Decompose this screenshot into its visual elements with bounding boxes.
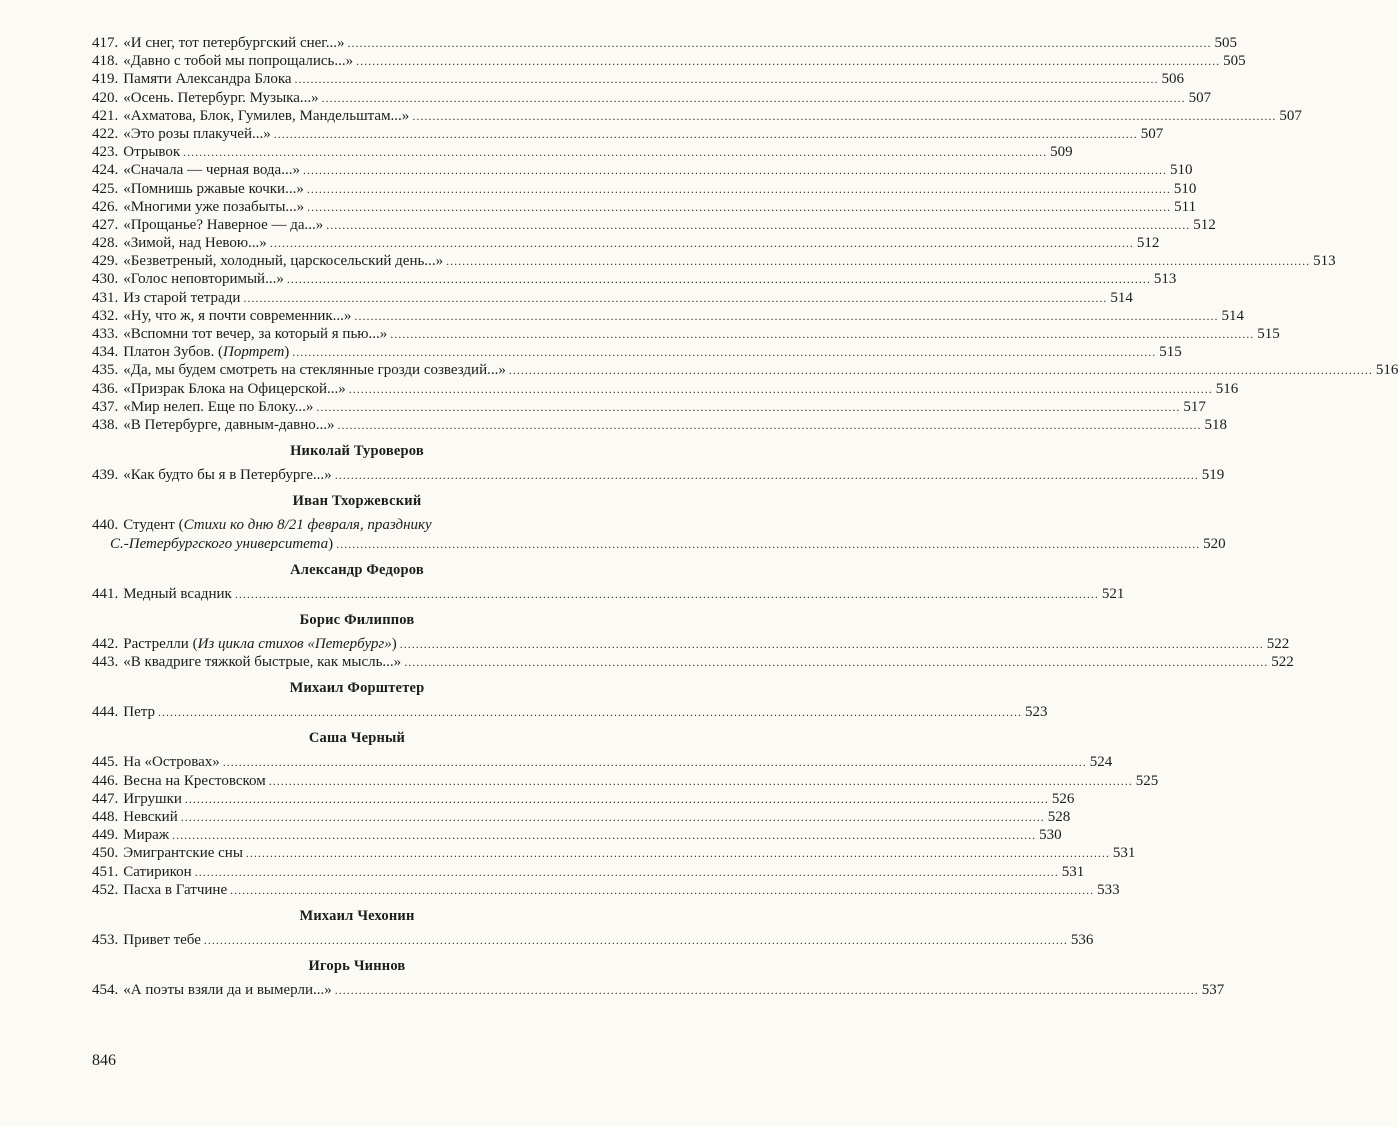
entry-page: 513 bbox=[1153, 271, 1177, 288]
entry-title bbox=[123, 881, 227, 899]
entry-page: 512 bbox=[1193, 216, 1216, 233]
toc-entry bbox=[92, 143, 1073, 161]
entry-number: 433. bbox=[92, 326, 119, 342]
dot-leader bbox=[158, 703, 1022, 721]
entry-number: 447. bbox=[92, 790, 119, 807]
dot-leader bbox=[335, 466, 1199, 484]
entry-number: 418. bbox=[92, 53, 119, 70]
entry-number: 425. bbox=[92, 180, 119, 197]
dot-leader bbox=[292, 343, 1156, 361]
entry-page: 507 bbox=[1279, 107, 1302, 124]
toc-entry-line bbox=[92, 535, 1226, 553]
entry-title bbox=[123, 790, 182, 808]
entry-title-text: «Многими уже позабыты...» bbox=[123, 198, 305, 215]
dot-leader bbox=[307, 198, 1171, 216]
dot-leader bbox=[412, 107, 1276, 125]
entry-title-text: Весна на Крестовском bbox=[123, 772, 266, 789]
entry-title bbox=[123, 416, 334, 434]
entry-title bbox=[123, 772, 266, 790]
author-heading: Николай Туроверов bbox=[290, 443, 424, 460]
entry-number: 430. bbox=[92, 271, 119, 288]
entry-title-text: «В квадриге тяжкой быстрые, как мысль...» bbox=[123, 654, 402, 671]
toc-entry bbox=[92, 270, 1177, 288]
entry-page: 505 bbox=[1223, 53, 1246, 70]
entry-title-text: «Голос неповторимый...» bbox=[123, 271, 284, 288]
entry-page: 522 bbox=[1271, 654, 1294, 671]
toc-entry bbox=[92, 881, 1120, 899]
entry-number: 434. bbox=[92, 344, 119, 361]
toc-entry bbox=[92, 361, 1398, 379]
entry-title bbox=[123, 125, 271, 143]
dot-leader bbox=[274, 125, 1138, 143]
toc-entry bbox=[92, 198, 1197, 216]
toc-entry bbox=[92, 380, 1239, 398]
entry-title-text: Студент bbox=[123, 517, 175, 534]
page-number: 846 bbox=[92, 1052, 116, 1069]
entry-number: 438. bbox=[92, 416, 119, 433]
entry-title-text: Пасха в Гатчине bbox=[123, 881, 228, 898]
entry-page: 525 bbox=[1135, 772, 1159, 789]
dot-leader bbox=[400, 635, 1264, 653]
dot-leader bbox=[243, 289, 1107, 307]
dot-leader bbox=[335, 981, 1199, 999]
entry-page: 515 bbox=[1257, 326, 1280, 342]
entry-page: 523 bbox=[1024, 704, 1048, 721]
dot-leader bbox=[336, 535, 1200, 553]
toc-entry bbox=[92, 89, 1212, 107]
entry-page: 520 bbox=[1203, 535, 1226, 552]
toc-entry bbox=[92, 863, 1085, 881]
entry-title bbox=[123, 107, 409, 125]
entry-title bbox=[123, 161, 300, 179]
entry-title-text: «Сначала — черная вода...» bbox=[123, 162, 300, 179]
entry-title bbox=[123, 380, 346, 398]
entry-page: 516 bbox=[1215, 380, 1239, 397]
entry-page: 511 bbox=[1174, 198, 1197, 215]
entry-number: 431. bbox=[92, 289, 119, 306]
dot-leader bbox=[356, 52, 1220, 70]
table-of-contents bbox=[92, 34, 1398, 999]
entry-number: 432. bbox=[92, 307, 119, 324]
author-heading: Михаил Чехонин bbox=[299, 907, 415, 924]
entry-page: 515 bbox=[1159, 344, 1182, 361]
toc-entry bbox=[92, 343, 1182, 361]
toc-entry bbox=[92, 808, 1071, 826]
toc-entry bbox=[92, 653, 1294, 671]
toc-entry bbox=[92, 252, 1336, 270]
entry-number: 427. bbox=[92, 216, 119, 233]
toc-entry bbox=[92, 34, 1238, 52]
toc-entry-line bbox=[92, 516, 622, 534]
entry-title bbox=[123, 234, 267, 252]
entry-number: 452. bbox=[92, 881, 119, 898]
entry-page: 507 bbox=[1140, 125, 1164, 142]
entry-number: 423. bbox=[92, 144, 119, 161]
entry-number: 439. bbox=[92, 467, 119, 484]
entry-title-text: «Вспомни тот вечер, за который я пью...» bbox=[123, 326, 388, 342]
entry-number: 446. bbox=[92, 772, 119, 789]
entry-number: 449. bbox=[92, 827, 119, 844]
entry-title bbox=[123, 307, 351, 325]
entry-title-text: «И снег, тот петербургский снег...» bbox=[123, 35, 345, 51]
entry-number: 424. bbox=[92, 162, 119, 179]
entry-page: 506 bbox=[1161, 71, 1185, 88]
entry-title-text: Петр bbox=[123, 704, 155, 721]
entry-title bbox=[123, 252, 443, 270]
entry-title-text: «Призрак Блока на Офицерской...» bbox=[123, 380, 346, 397]
entry-title bbox=[123, 289, 240, 307]
entry-number: 421. bbox=[92, 107, 119, 124]
entry-number: 443. bbox=[92, 654, 119, 671]
entry-subtitle: Портрет bbox=[223, 344, 285, 361]
dot-leader bbox=[183, 143, 1047, 161]
entry-number: 454. bbox=[92, 982, 119, 999]
dot-leader bbox=[446, 252, 1310, 270]
entry-title-text: Из старой тетради bbox=[123, 289, 241, 306]
entry-title-text: «Мир нелеп. Еще по Блоку...» bbox=[123, 398, 314, 415]
entry-page: 516 bbox=[1375, 362, 1398, 379]
entry-page: 510 bbox=[1173, 180, 1197, 197]
entry-number: 417. bbox=[92, 35, 119, 51]
toc-entry bbox=[92, 585, 1125, 603]
entry-title: Растрелли (Из цикла стихов «Петербург») bbox=[123, 635, 397, 652]
entry-page: 528 bbox=[1047, 809, 1071, 826]
dot-leader bbox=[509, 361, 1373, 379]
toc-entry bbox=[92, 753, 1113, 771]
entry-title: Платон Зубов. (Портрет) bbox=[123, 344, 290, 361]
entry-title bbox=[123, 52, 353, 70]
entry-title bbox=[123, 753, 220, 771]
dot-leader bbox=[326, 216, 1190, 234]
dot-leader bbox=[287, 270, 1151, 288]
entry-title bbox=[123, 180, 304, 198]
entry-page: 517 bbox=[1183, 398, 1206, 415]
entry-page: 533 bbox=[1097, 881, 1120, 898]
dot-leader bbox=[322, 89, 1186, 107]
entry-title-text: «А поэты взяли да и вымерли...» bbox=[123, 982, 332, 999]
dot-leader bbox=[307, 180, 1171, 198]
toc-entry bbox=[92, 289, 1133, 307]
entry-title bbox=[123, 270, 284, 288]
entry-subtitle: Из цикла стихов «Петербург» bbox=[197, 635, 392, 652]
dot-leader bbox=[230, 881, 1094, 899]
toc-entry bbox=[92, 70, 1185, 88]
entry-number: 444. bbox=[92, 704, 119, 721]
toc-entry bbox=[92, 52, 1246, 70]
dot-leader bbox=[349, 380, 1213, 398]
dot-leader bbox=[316, 398, 1180, 416]
entry-subtitle: С.-Петербургского университета bbox=[110, 535, 329, 552]
entry-title-text: Растрелли bbox=[123, 635, 189, 652]
author-heading: Александр Федоров bbox=[290, 561, 424, 578]
entry-page: 512 bbox=[1136, 235, 1160, 252]
entry-title-text: «Безветреный, холодный, царскосельский день...» bbox=[123, 253, 444, 270]
dot-leader bbox=[390, 325, 1254, 343]
dot-leader bbox=[354, 307, 1218, 325]
entry-title-text: На «Островах» bbox=[123, 754, 220, 771]
toc-entry bbox=[92, 790, 1075, 808]
entry-title bbox=[123, 361, 506, 379]
entry-title-text: «Помнишь ржавые кочки...» bbox=[123, 180, 304, 197]
entry-number: 448. bbox=[92, 809, 119, 826]
entry-title bbox=[123, 585, 232, 603]
entry-title bbox=[123, 981, 331, 999]
entry-title-text: Мираж bbox=[123, 827, 170, 844]
entry-title: С.-Петербургского университета) bbox=[110, 535, 334, 552]
dot-leader bbox=[303, 161, 1167, 179]
toc-entry bbox=[92, 161, 1193, 179]
entry-title bbox=[123, 70, 291, 88]
dot-leader bbox=[295, 70, 1159, 88]
dot-leader bbox=[338, 416, 1202, 434]
entry-page: 507 bbox=[1188, 89, 1212, 106]
entry-title bbox=[123, 398, 313, 416]
entry-title bbox=[123, 325, 387, 343]
entry-page: 505 bbox=[1214, 35, 1238, 51]
entry-title-text: Невский bbox=[123, 809, 178, 826]
toc-entry bbox=[92, 635, 1290, 653]
entry-title bbox=[123, 808, 178, 826]
entry-number: 420. bbox=[92, 89, 119, 106]
entry-title-text: «Осень. Петербург. Музыка...» bbox=[123, 89, 319, 106]
entry-page: 518 bbox=[1204, 416, 1227, 433]
toc-entry bbox=[92, 180, 1197, 198]
entry-number: 436. bbox=[92, 380, 119, 397]
entry-number: 451. bbox=[92, 863, 119, 880]
entry-title-text: Сатирикон bbox=[123, 863, 192, 880]
entry-title bbox=[123, 143, 180, 161]
entry-title-text: Платон Зубов. bbox=[123, 344, 215, 361]
entry-page: 514 bbox=[1110, 289, 1133, 306]
entry-page: 530 bbox=[1039, 827, 1062, 844]
entry-page: 514 bbox=[1221, 307, 1244, 324]
entry-title bbox=[123, 653, 401, 671]
toc-entry bbox=[92, 234, 1160, 252]
entry-title bbox=[123, 826, 169, 844]
entry-number: 453. bbox=[92, 931, 119, 948]
dot-leader bbox=[269, 772, 1133, 790]
entry-page: 526 bbox=[1051, 790, 1075, 807]
toc-entry bbox=[92, 466, 1225, 484]
dot-leader bbox=[404, 653, 1268, 671]
toc-entry bbox=[92, 931, 1094, 949]
entry-number: 419. bbox=[92, 71, 119, 88]
dot-leader bbox=[181, 808, 1045, 826]
entry-page: 536 bbox=[1070, 931, 1094, 948]
entry-page: 509 bbox=[1050, 144, 1073, 161]
entry-title bbox=[123, 89, 318, 107]
entry-number: 450. bbox=[92, 845, 119, 862]
entry-title bbox=[123, 216, 323, 234]
toc-entry bbox=[92, 125, 1164, 143]
author-heading: Михаил Форштетер bbox=[289, 680, 425, 697]
dot-leader bbox=[223, 753, 1087, 771]
entry-title-text: «Зимой, над Невою...» bbox=[123, 235, 267, 252]
dot-leader bbox=[348, 34, 1212, 52]
entry-number: 422. bbox=[92, 125, 119, 142]
author-heading: Саша Черный bbox=[308, 730, 406, 747]
entry-number: 428. bbox=[92, 235, 119, 252]
entry-title-text: «Давно с тобой мы попрощались...» bbox=[123, 53, 354, 70]
entry-page: 524 bbox=[1089, 754, 1113, 771]
dot-leader bbox=[204, 931, 1068, 949]
toc-entry bbox=[92, 325, 1280, 343]
toc-entry bbox=[92, 398, 1206, 416]
toc-entry bbox=[92, 703, 1048, 721]
entry-number: 426. bbox=[92, 198, 119, 215]
toc-entry bbox=[92, 826, 1062, 844]
entry-number: 442. bbox=[92, 635, 119, 652]
entry-title bbox=[123, 863, 191, 881]
entry-title-text: Эмигрантские сны bbox=[123, 845, 243, 862]
entry-number: 440. bbox=[92, 517, 119, 534]
entry-title-text: Памяти Александра Блока bbox=[123, 71, 292, 88]
entry-page: 513 bbox=[1313, 253, 1336, 270]
entry-title bbox=[123, 34, 344, 52]
entry-title bbox=[123, 466, 331, 484]
entry-title bbox=[123, 198, 304, 216]
entry-title-text: «Ахматова, Блок, Гумилев, Мандельштам...» bbox=[123, 107, 410, 124]
entry-title-text: Игрушки bbox=[123, 790, 182, 807]
toc-entry bbox=[92, 107, 1302, 125]
author-heading: Борис Филиппов bbox=[299, 611, 415, 628]
entry-page: 531 bbox=[1061, 863, 1085, 880]
entry-title bbox=[123, 844, 243, 862]
entry-page: 537 bbox=[1201, 982, 1225, 999]
entry-number: 445. bbox=[92, 754, 119, 771]
dot-leader bbox=[235, 585, 1099, 603]
dot-leader bbox=[172, 826, 1036, 844]
toc-entry bbox=[92, 307, 1244, 325]
toc-entry bbox=[92, 516, 1226, 552]
dot-leader bbox=[195, 863, 1059, 881]
entry-title-text: «Как будто бы я в Петербурге...» bbox=[123, 467, 332, 484]
entry-title: Студент (Стихи ко дню 8/21 февраля, празднику bbox=[123, 517, 432, 534]
dot-leader bbox=[185, 790, 1049, 808]
entry-number: 441. bbox=[92, 585, 119, 602]
entry-number: 435. bbox=[92, 362, 119, 379]
entry-subtitle: Стихи ко дню 8/21 февраля, празднику bbox=[183, 517, 432, 534]
entry-title-text: Отрывок bbox=[123, 144, 181, 161]
entry-title-text: Привет тебе bbox=[123, 931, 201, 948]
toc-entry bbox=[92, 844, 1136, 862]
toc-entry bbox=[92, 216, 1216, 234]
entry-page: 510 bbox=[1169, 162, 1193, 179]
entry-number: 429. bbox=[92, 253, 119, 270]
entry-title-text: Медный всадник bbox=[123, 585, 232, 602]
entry-page: 521 bbox=[1101, 585, 1125, 602]
entry-page: 519 bbox=[1201, 467, 1225, 484]
entry-page: 531 bbox=[1112, 845, 1136, 862]
toc-entry bbox=[92, 772, 1159, 790]
entry-title-text: «Да, мы будем смотреть на стеклянные грозди созвездий...» bbox=[123, 362, 506, 379]
dot-leader bbox=[246, 844, 1110, 862]
entry-title-text: «Это розы плакучей...» bbox=[123, 125, 271, 142]
entry-page: 522 bbox=[1266, 635, 1290, 652]
dot-leader bbox=[270, 234, 1134, 252]
entry-number: 437. bbox=[92, 398, 119, 415]
entry-title bbox=[123, 931, 201, 949]
entry-title-text: «Ну, что ж, я почти современник...» bbox=[123, 307, 352, 324]
toc-entry bbox=[92, 981, 1225, 999]
author-heading: Иван Тхоржевский bbox=[292, 493, 422, 510]
toc-entry bbox=[92, 416, 1227, 434]
author-heading: Игорь Чиннов bbox=[308, 958, 406, 975]
entry-title bbox=[123, 703, 155, 721]
entry-title-text: «В Петербурге, давным-давно...» bbox=[123, 416, 335, 433]
entry-title-text: «Прощанье? Наверное — да...» bbox=[123, 216, 324, 233]
